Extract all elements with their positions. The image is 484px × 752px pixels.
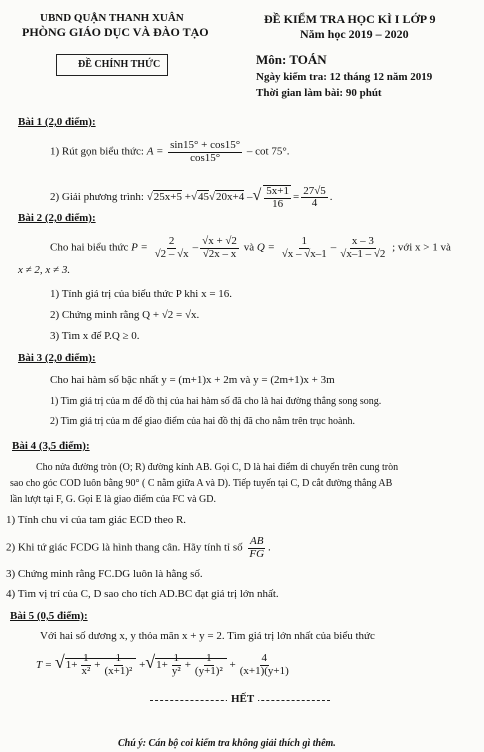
bai3-intro: Cho hai hàm số bậc nhất y = (m+1)x + 2m và y = (2m+1)x + 3m <box>50 374 335 386</box>
subject: Môn: TOÁN <box>256 52 327 67</box>
bai2-q3: 3) Tìm x để P.Q ≥ 0. <box>50 330 140 342</box>
bai1-q1-fraction: $\frac{\sin 15^\circ + \cos 15^\circ}{\cos 15^\circ}$ <box>170 139 241 164</box>
bai4-q1: 1) Tính chu vi của tam giác ECD theo R. <box>6 514 187 526</box>
bai5-expression: T = √ 1+ $\frac{1}{\text{x²}}$ + $\frac{1}{\text{(x+1)²}}$ +√ 1+ $\frac{1}{\text{y²}}$ + $\frac{1}{\text{(y+1)²}}$ + $\frac{4}{(x+1)(y+1)}$ <box>36 652 293 678</box>
bai3-q1: 1) Tìm giá trị của m để đồ thị của hai hàm số đã cho là hai đường thẳng song song. <box>50 396 382 407</box>
footer-note: Chú ý: Cán bộ coi kiểm tra không giải thích gì thêm. <box>118 738 336 749</box>
section-title-bai4: Bài 4 (3,5 điểm): <box>12 440 90 452</box>
bai4-q2: 2) Khi tứ giác FCDG là hình thang cân. Hãy tính tỉ số $\frac{AB}{FG}$ . <box>6 535 271 560</box>
exam-duration: Thời gian làm bài: 90 phút <box>256 87 382 99</box>
section-title-bai5: Bài 5 (0,5 điểm): <box>10 610 88 622</box>
bai2-condition: x ≠ 2, x ≠ 3. <box>18 264 71 276</box>
bai5-intro: Với hai số dương x, y thỏa mãn x + y = 2. Tìm giá trị lớn nhất của biểu thức <box>40 630 375 642</box>
bai2-intro: Cho hai biểu thức P = $\frac{2}{√2 - √x}$ – $\frac{√x + √2}{√2x - x}$ và Q = $\frac{1}{√x - √x-1}$ – $\frac{x - 3}{√x-1 - √2}$ ; với x > 1 và <box>50 235 451 260</box>
official-badge: ĐỀ CHÍNH THỨC <box>56 54 168 76</box>
bai3-q2: 2) Tìm giá trị của m để giao điểm của hai đồ thị đã cho nằm trên trục hoành. <box>50 416 355 427</box>
exam-title: ĐỀ KIỂM TRA HỌC KÌ I LỚP 9 <box>264 12 436 26</box>
office-name: PHÒNG GIÁO DỤC VÀ ĐÀO TẠO <box>22 25 209 39</box>
bai4-q4: 4) Tìm vị trí của C, D sao cho tích AD.BC đạt giá trị lớn nhất. <box>6 588 279 600</box>
bai2-q1: 1) Tính giá trị của biểu thức P khi x = 16. <box>50 288 233 300</box>
bai4-text-line2: sao cho góc COD luôn bằng 90° ( C nằm giữa A và D). Tiếp tuyến tại C, D cắt đường thẳng AB <box>10 478 393 489</box>
bai4-q3: 3) Chứng minh rằng FC.DG luôn là hằng số. <box>6 568 203 580</box>
section-title-bai3: Bài 3 (2,0 điểm): <box>18 352 96 364</box>
bai1-q1: 1) Rút gọn biểu thức: A = $\frac{\sin 15^\circ + \cos 15^\circ}{\cos 15^\circ}$ – cot 75°. <box>50 139 290 164</box>
bai4-text-line3: lần lượt tại F, G. Gọi E là giao điểm của FC và GD. <box>10 494 216 505</box>
school-year: Năm học 2019 – 2020 <box>300 27 409 41</box>
end-mark: HẾT <box>227 693 258 705</box>
bai2-q2: 2) Chứng minh rằng Q + √2 = √x. <box>50 309 200 321</box>
section-title-bai2: Bài 2 (2,0 điểm): <box>18 212 96 224</box>
department-name: UBND QUẬN THANH XUÂN <box>40 12 184 24</box>
exam-date: Ngày kiểm tra: 12 tháng 12 năm 2019 <box>256 71 433 83</box>
bai1-q2: 2) Giải phương trình: √ 25x+5 +√ 45√ 20x+4 –√ $\frac{5x+1}{16}$ = $\frac{27√5}{4}$ . <box>50 185 333 210</box>
section-title-bai1: Bài 1 (2,0 điểm): <box>18 116 96 128</box>
bai4-text-line1: Cho nửa đường tròn (O; R) đường kính AB. Gọi C, D là hai điểm di chuyển trên cung tròn <box>36 462 399 473</box>
